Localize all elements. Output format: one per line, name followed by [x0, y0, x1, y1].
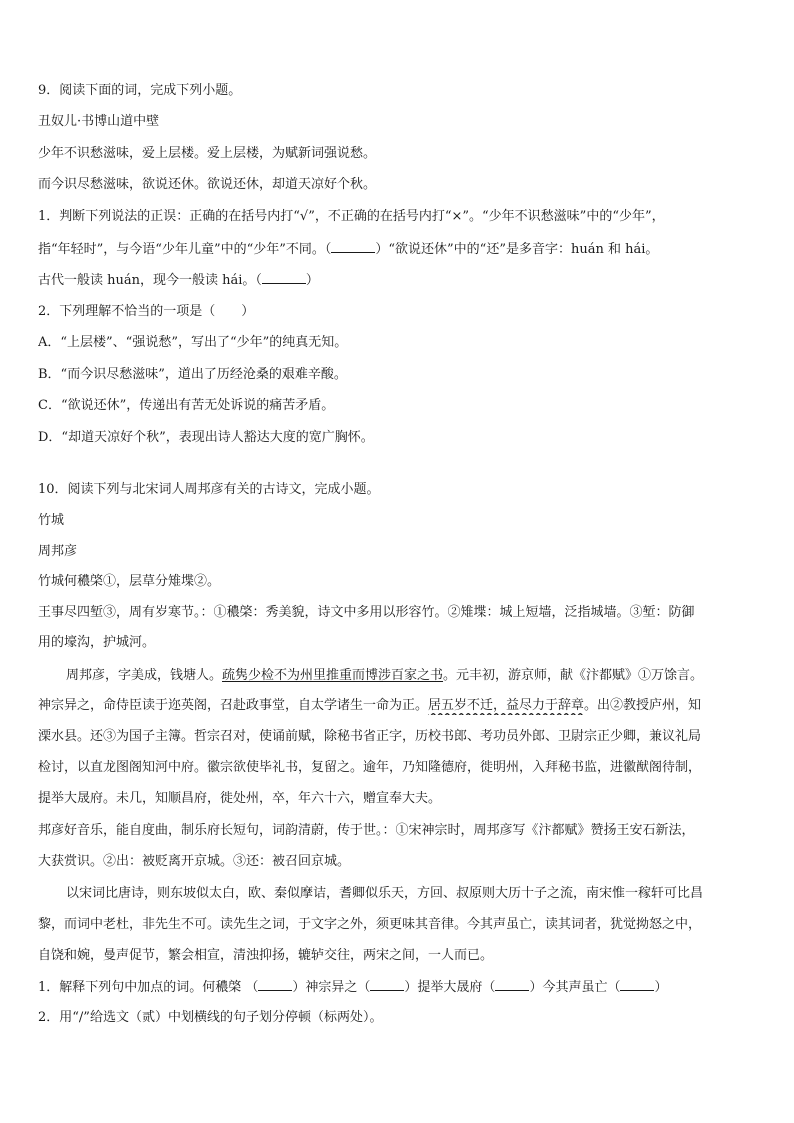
q10-sub1-text: ）提举大晟府（ — [404, 980, 496, 995]
q9-sub1-line3-text-b: ） — [305, 273, 319, 288]
poem2-verse-3: 用的壕沟，护城河。 — [38, 635, 156, 650]
passage-1-line-2 — [38, 697, 756, 715]
passage-text: 。元丰初，游京师，献《汴都赋》①万馀言。 — [443, 668, 704, 683]
answer-blank[interactable] — [370, 978, 404, 991]
q9-sub1-line2-text-b: ）“欲说还休”中的“还”是多音字：huán 和 hái。 — [375, 242, 659, 257]
passage-1-line-1 — [66, 667, 756, 685]
question-10-header: 10．阅读下列与北宋词人周邦彦有关的古诗文，完成小题。 — [38, 482, 380, 497]
passage-2-line-1: 邦彦好音乐，能自度曲，制乐府长短句，词韵清蔚，传于世。：①宋神宗时，周邦彦写《汴都赋》赞扬王安石新法， — [38, 823, 695, 838]
answer-blank[interactable] — [262, 271, 306, 284]
passage-text: 神宗异之，命侍臣读于迩英阁，召赴政事堂，自太学诸生一命为正。 — [38, 698, 429, 713]
poem2-verse-2: 王事尽四堑③，周有岁寒节。：①穠棨：秀美貌，诗文中多用以形容竹。②雉堞：城上短墙，泛指城墙。③堑：防御 — [38, 605, 695, 620]
q9-sub2-stem: 2．下列理解不恰当的一项是（ ） — [38, 304, 255, 319]
poem2-title: 竹城 — [38, 513, 65, 528]
option-c: C．“欲说还休”，传递出有苦无处诉说的痛苦矛盾。 — [38, 398, 335, 413]
option-a: A．“上层楼”、“强说愁”，写出了“少年”的纯真无知。 — [38, 335, 348, 350]
q9-sub1-line2 — [38, 240, 756, 259]
passage-3-line-1: 以宋词比唐诗，则东坡似太白，欧、秦似摩诘，耆卿似乐天，方回、叔原则大历十子之流，南宋惟一稼轩可比昌 — [66, 886, 704, 901]
poem2-verse-1: 竹城何穠棨①，层草分雉堞②。 — [38, 574, 221, 589]
answer-blank[interactable] — [620, 978, 654, 991]
q10-sub1-text: ）今其声虽亡（ — [529, 980, 621, 995]
passage-1-line-5: 提举大晟府。未几，知顺昌府，徙处州，卒，年六十六，赠宣奉大夫。 — [38, 791, 442, 806]
poem-line-1: 少年不识愁滋味，爱上层楼。爱上层楼，为赋新词强说愁。 — [38, 146, 377, 161]
passage-3-line-3: 自饶和婉，曼声促节，繁会相宣，清浊抑扬，辘轳交往，两宋之间，一人而已。 — [38, 948, 494, 963]
question-9-header: 9．阅读下面的词，完成下列小题。 — [38, 83, 242, 98]
passage-text: 。出②教授庐州，知 — [584, 698, 702, 713]
passage-2-line-2: 大获赏识。②出：被贬离开京城。③还：被召回京城。 — [38, 854, 351, 869]
q9-sub1-line2-text-a: 指“年轻时”，与今语“少年儿童”中的“少年”不同。（ — [38, 242, 332, 257]
passage-text: 周邦彦，字美成，钱塘人。 — [66, 668, 223, 683]
answer-blank[interactable] — [258, 978, 292, 991]
q10-sub1-text: ）神宗异之（ — [292, 980, 371, 995]
q10-sub1-text: ） — [654, 980, 668, 995]
q10-sub1-text: 1．解释下列句中加点的词。何穠棨 （ — [38, 980, 259, 995]
poem-title: 丑奴儿·书博山道中壁 — [38, 114, 160, 129]
passage-3-line-2: 黎，而词中老杜，非先生不可。读先生之词，于文字之外，须更味其音律。今其声虽亡，读其词者，犹觉拗怒之中， — [38, 917, 702, 932]
q9-sub1-line3 — [38, 271, 756, 290]
wavy-underlined-sentence: 居五岁不迁，益尽力于辞章 — [428, 698, 585, 713]
poem2-author: 周邦彦 — [38, 544, 78, 559]
option-d: D．“却道天凉好个秋”，表现出诗人豁达大度的宽广胸怀。 — [38, 430, 374, 445]
option-b: B．“而今识尽愁滋味”，道出了历经沧桑的艰难辛酸。 — [38, 367, 347, 382]
passage-1-line-3: 溧水县。还③为国子主簿。哲宗召对，使诵前赋，除秘书省正字，历校书郎、考功员外郎、卫尉宗正少卿，兼议礼局 — [38, 729, 702, 744]
underlined-sentence: 疏隽少检不为州里推重而博涉百家之书 — [222, 668, 444, 683]
answer-blank[interactable] — [495, 978, 529, 991]
q10-sub2: 2．用“/”给选文（贰）中划横线的句子划分停顿（标两处）。 — [38, 1010, 383, 1025]
poem-line-2: 而今识尽愁滋味，欲说还休。欲说还休，却道天凉好个秋。 — [38, 177, 377, 192]
answer-blank[interactable] — [331, 240, 375, 253]
passage-1-line-4: 检讨，以直龙图阁知河中府。徽宗欲使毕礼书，复留之。逾年，乃知隆德府，徙明州，入拜秘书监，进徽猷阁待制， — [38, 760, 702, 775]
q10-sub1 — [38, 978, 756, 997]
q9-sub1-line3-text-a: 古代一般读 huán，现今一般读 hái。（ — [38, 273, 262, 288]
q9-sub1-line1: 1．判断下列说法的正误：正确的在括号内打“√”，不正确的在括号内打“×”。“少年不识愁滋味”中的“少年”， — [38, 209, 665, 224]
